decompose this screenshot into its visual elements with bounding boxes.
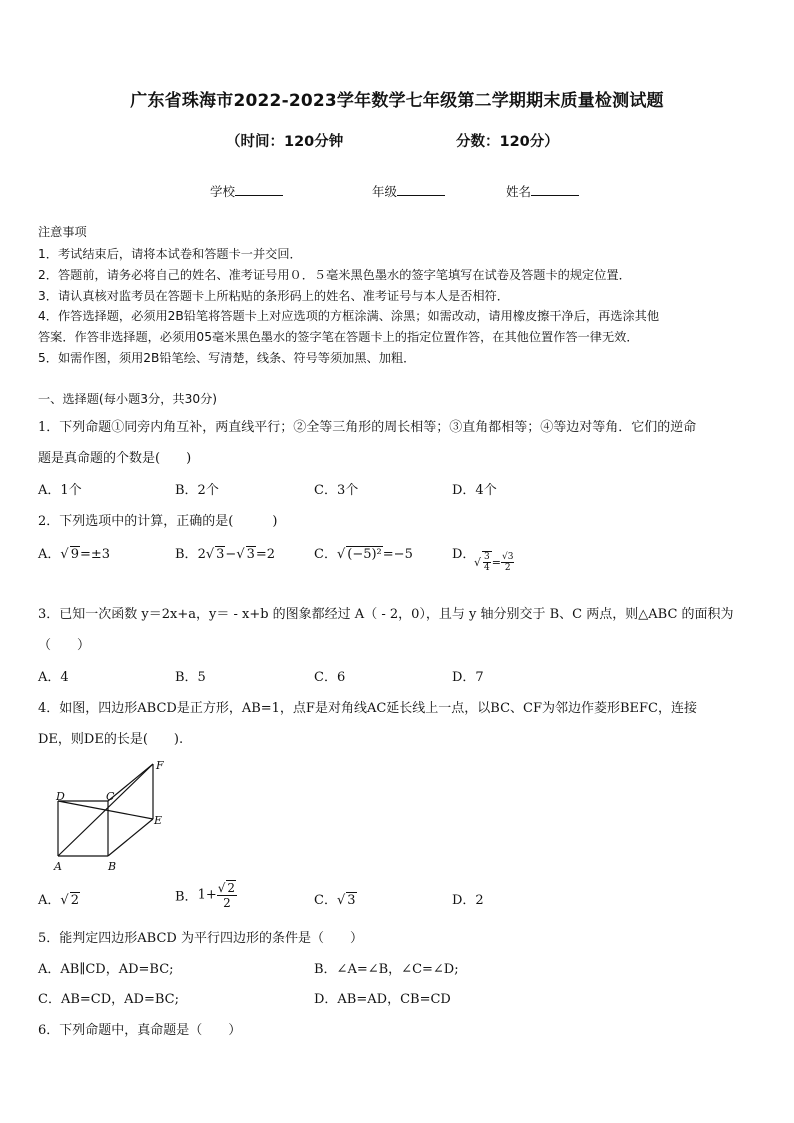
- grade-blank: [397, 183, 445, 196]
- expr-rest: =±3: [79, 547, 111, 562]
- q5-option-b: B．∠A=∠B，∠C=∠D;: [314, 962, 459, 977]
- denominator: 2: [504, 563, 511, 573]
- q6-stem: 6．下列命题中，真命题是（ ）: [38, 1023, 242, 1038]
- note-item: 3．请认真核对监考员在答题卡上所粘贴的条形码上的姓名、准考证号与本人是否相符．: [38, 289, 509, 303]
- q1-option-d: D．4个: [452, 483, 497, 498]
- note-item: 1．考试结束后，请将本试卷和答题卡一并交回．: [38, 247, 302, 261]
- q1-option-c: C．3个: [314, 483, 359, 498]
- q4-stem-line2: DE，则DE的长是( ).: [38, 732, 184, 747]
- q1-option-b: B．2个: [175, 483, 219, 498]
- coefficient: 2: [197, 547, 206, 562]
- option-label: A．: [38, 547, 61, 562]
- numerator: 3: [507, 552, 514, 562]
- q4-option-c: C．√ 3: [314, 893, 356, 908]
- equals-sign: =: [491, 555, 501, 569]
- q5-option-c: C．AB=CD，AD=BC;: [38, 992, 179, 1007]
- exam-time: （时间：120分钟: [226, 134, 344, 150]
- grade-field: [372, 182, 445, 200]
- radicand: 3: [246, 547, 255, 562]
- numerator: 3: [484, 552, 490, 562]
- q5-option-a: A．AB∥CD，AD=BC;: [38, 962, 174, 977]
- q5-option-d: D．AB=AD，CB=CD: [314, 992, 451, 1007]
- q2-option-b: B．2√ 3−√ 3=2: [175, 547, 276, 562]
- q3-option-a: A．4: [38, 670, 69, 685]
- q2-stem: 2．下列选项中的计算，正确的是( ): [38, 514, 278, 529]
- note-item: 4．作答选择题，必须用2B铅笔将答题卡上对应选项的方框涂满、涂黑；如需改动，请用橡皮擦干净后，再选涂其他: [38, 309, 660, 323]
- q3-option-d: D．7: [452, 670, 484, 685]
- radicand: 3: [216, 547, 225, 562]
- name-field: [506, 182, 579, 200]
- q3-stem-line2: （ ）: [38, 638, 91, 653]
- note-item: 答案．作答非选择题，必须用05毫米黑色墨水的签字笔在答题卡上的指定位置作答，在其他位置作答一律无效．: [38, 330, 639, 344]
- radicand: 9: [70, 547, 79, 562]
- radicand: (−5)²: [347, 547, 382, 562]
- expr-prefix: 1+: [197, 887, 217, 903]
- school-label: 学校: [210, 184, 236, 199]
- grade-label: 年级: [372, 184, 398, 199]
- label-d: D: [56, 790, 65, 803]
- section-heading: 一、选择题(每小题3分，共30分): [38, 392, 218, 406]
- option-label: B．: [175, 889, 198, 905]
- q4-stem-line1: 4．如图，四边形ABCD是正方形，AB=1，点F是对角线AC延长线上一点，以BC、CF为邻边作菱形BEFC，连接: [38, 701, 698, 716]
- q1-option-a: A．1个: [38, 483, 82, 498]
- q4-option-a: A．√ 2: [38, 893, 79, 908]
- label-e: E: [154, 814, 163, 827]
- option-label: C．: [314, 547, 337, 562]
- expr-rest: =2: [255, 547, 276, 562]
- exam-score: 分数：120分）: [456, 134, 559, 150]
- minus-sign: −: [225, 547, 237, 562]
- denominator: 2: [223, 896, 231, 910]
- label-b: B: [108, 860, 117, 873]
- q3-stem-line1: 3．已知一次函数 y＝2x+a，y＝ - x+b 的图象都经过 A（ - 2，0），且与 y 轴分别交于 B、C 两点，则△ABC 的面积为: [38, 607, 734, 622]
- q1-stem-line2: 题是真命题的个数是( ): [38, 451, 192, 466]
- radicand: 2: [227, 881, 236, 895]
- label-a: A: [54, 860, 62, 873]
- q2-option-c: C．√ (−5)²=−5: [314, 547, 413, 562]
- radicand: 3: [347, 893, 356, 908]
- school-field: [210, 182, 283, 200]
- q2-option-d-expr: √ $\frac{3}{4}$ = $\frac{√3}{2}$: [474, 552, 514, 573]
- notes-heading: 注意事项: [38, 225, 87, 239]
- option-label: B．: [175, 547, 198, 562]
- name-blank: [531, 183, 579, 196]
- exam-title: 广东省珠海市2022-2023学年数学七年级第二学期期末质量检测试题: [130, 91, 664, 111]
- note-item: 5．如需作图，须用2B铅笔绘、写清楚，线条、符号等须加黑、加粗．: [38, 351, 416, 365]
- q5-stem: 5．能判定四边形ABCD 为平行四边形的条件是（ ）: [38, 931, 363, 946]
- q1-stem-line1: 1．下列命题①同旁内角互补，两直线平行；②全等三角形的周长相等；③直角都相等；④等边对等角．它们的逆命: [38, 420, 697, 435]
- q3-option-c: C．6: [314, 670, 346, 685]
- denominator: 4: [484, 563, 490, 573]
- label-c: C: [106, 790, 115, 803]
- q2-option-d-label: D．: [452, 547, 476, 562]
- name-label: 姓名: [506, 184, 532, 199]
- school-blank: [235, 183, 283, 196]
- q2-option-a: A．√ 9=±3: [38, 547, 111, 562]
- q3-option-b: B．5: [175, 670, 206, 685]
- option-label: C．: [314, 893, 337, 908]
- label-f: F: [156, 759, 164, 772]
- option-label: A．: [38, 893, 61, 908]
- q4-option-b: B．1+ $\frac{√ 2}{2}$: [175, 881, 236, 910]
- square-rhombus-figure: [48, 756, 178, 876]
- expr-rest: =−5: [382, 547, 413, 562]
- note-item: 2．答题前，请务必将自己的姓名、准考证号用０．５毫米黑色墨水的签字笔填写在试卷及答题卡的规定位置．: [38, 268, 631, 282]
- q4-option-d: D．2: [452, 893, 484, 908]
- radicand: 2: [70, 893, 79, 908]
